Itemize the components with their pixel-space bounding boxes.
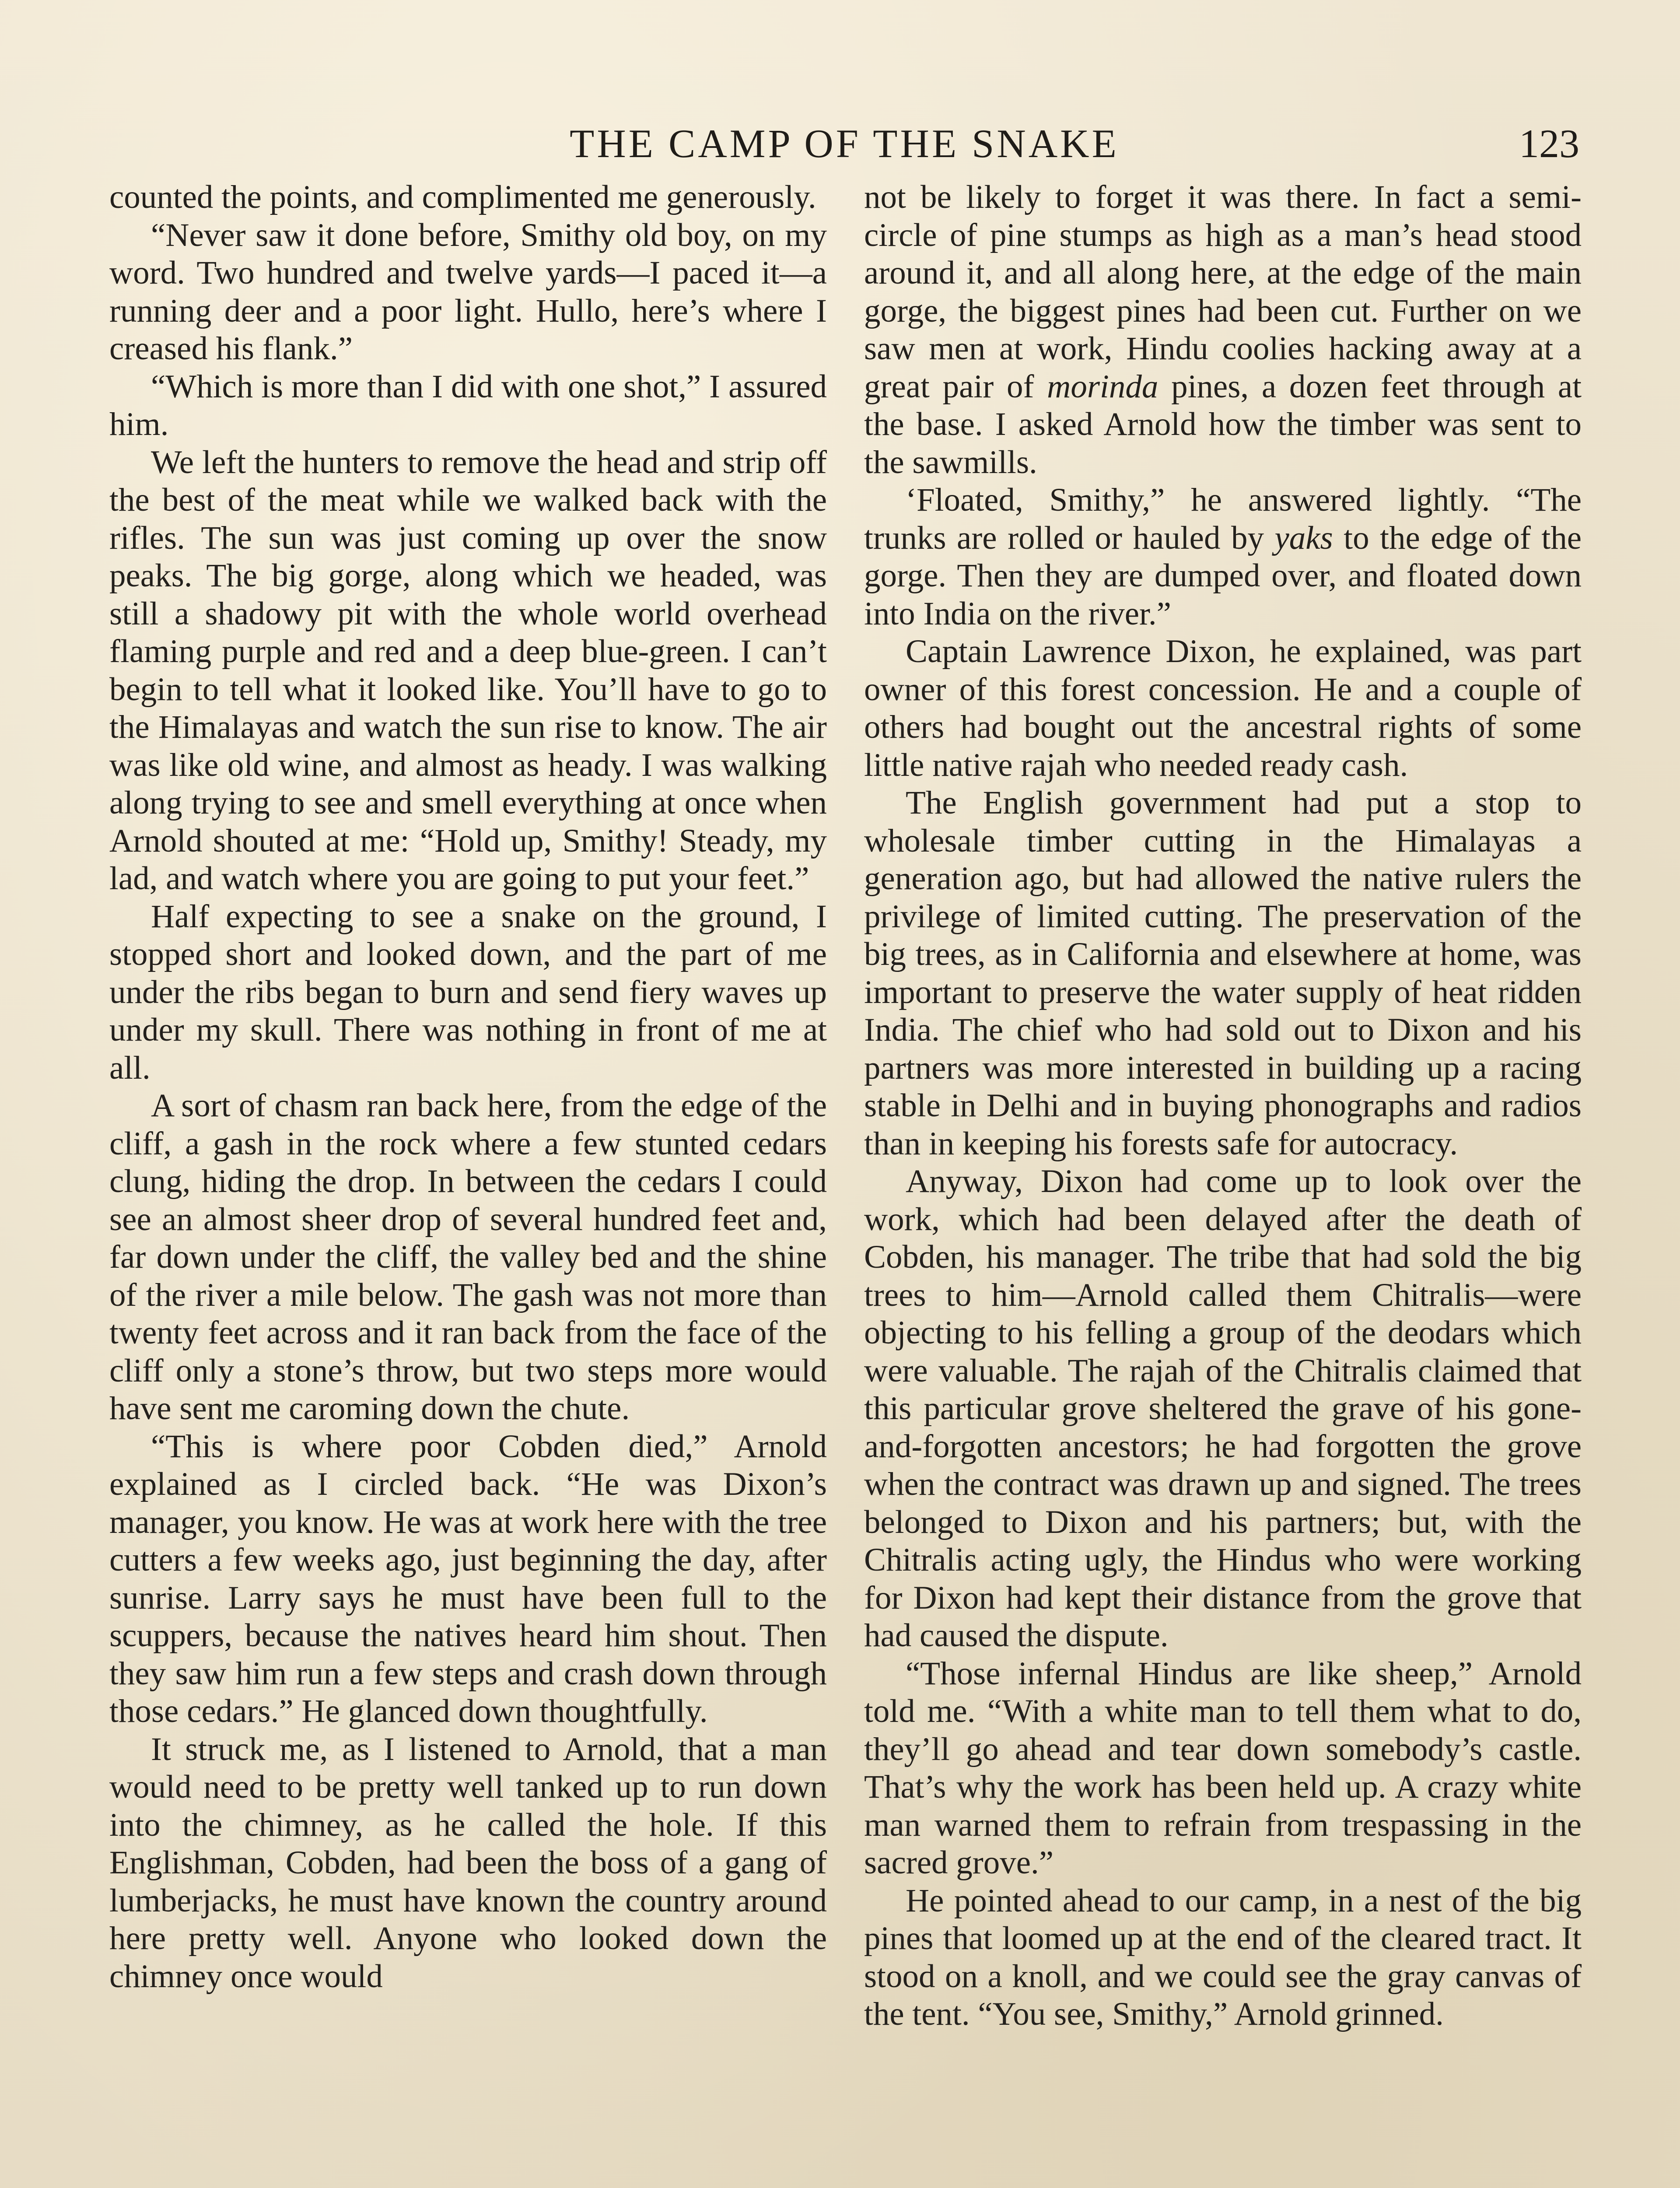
running-title: THE CAMP OF THE SNAKE [570,121,1119,166]
text-run: not be likely to forget it was there. In fact a semi-circle of pine stumps as high as a man’s head stood around it, and all along here, at the edge of the main gorge, the biggest pines had been cut. Further on we saw men at work, Hindu coolies hacking away at a great pair of [864,179,1582,405]
paragraph [864,481,1582,633]
page-number: 123 [1519,121,1579,166]
paragraph: A sort of chasm ran back here, from the edge of the cliff, a gash in the rock where a few stunted cedars clung, hiding the drop. In between the cedars I could see an almost sheer drop of several hundred feet and, far down under the cliff, the valley bed and the shine of the river a mile below. The gash was not more than twenty feet across and it ran back from the face of the cliff only a stone’s throw, but two steps more would have sent me caroming down the chute. [109,1087,827,1427]
paragraph: The English government had put a stop to wholesale timber cutting in the Himalayas a generation ago, but had allowed the native rulers the privilege of limited cutting. The preservation of the big trees, as in California and elsewhere at home, was important to preserve the water supply of heat ridden India. The chief who had sold out to Dixon and his partners was more interested in building up a racing stable in Delhi and in buying phonographs and radios than in keeping his forests safe for autocracy. [864,785,1582,1162]
paragraph [864,179,1582,481]
right-column [864,179,1582,2034]
paragraph: He pointed ahead to our camp, in a nest of the big pines that loomed up at the end of the cleared tract. It stood on a knoll, and we could see the gray canvas of the tent. “You see, Smithy,” Arnold grinned. [864,1882,1582,2032]
text-run: ‘Floated, Smithy,” he answered lightly. “The trunks are rolled or hauled by [864,482,1582,556]
left-column [109,179,827,1995]
paragraph: “This is where poor Cobden died,” Arnold explained as I circled back. “He was Dixon’s manager, you know. He was at work here with the tree cutters a few weeks ago, just beginning the day, after sunrise. Larry says he must have been full to the scuppers, because the natives heard him shout. Then they saw him run a few steps and crash down through those cedars.” He glanced down thoughtfully. [109,1428,827,1729]
paragraph: It struck me, as I listened to Arnold, that a man would need to be pretty well tanked up to run down into the chimney, as he called the hole. If this Englishman, Cobden, had been the boss of a gang of lumberjacks, he must have known the country around here pretty well. Anyone who looked down the chimney once would [109,1731,827,1995]
paragraph: Captain Lawrence Dixon, he explained, was part owner of this forest concession. He and a couple of others had bought out the ancestral rights of some little native rajah who needed ready cash. [864,633,1582,783]
paragraph: Anyway, Dixon had come up to look over the work, which had been delayed after the death of Cobden, his manager. The tribe that had sold the big trees to him—Arnold called them Chitralis—were objecting to his felling a group of the deodars which were valuable. The rajah of the Chitralis claimed that this particular grove sheltered the grave of his gone-and-forgotten ancestors; he had forgotten the grove when the contract was drawn up and signed. The trees belonged to Dixon and his partners; but, with the Chitralis acting ugly, the Hindus who were working for Dixon had kept their distance from the grove that had caused the dispute. [864,1163,1582,1654]
page-header [109,117,1579,170]
paragraph: Half expecting to see a snake on the ground, I stopped short and looked down, and the part of me under the ribs began to burn and send fiery waves up under my skull. There was nothing in front of me at all. [109,898,827,1086]
italic-term: yaks [1274,519,1333,556]
paragraph: We left the hunters to remove the head and strip off the best of the meat while we walked back with the rifles. The sun was just coming up over the snow peaks. The big gorge, along which we headed, was still a shadowy pit with the whole world overhead flaming purple and red and a deep blue-green. I can’t begin to tell what it looked like. You’ll have to go to the Himalayas and watch the sun rise to know. The air was like old wine, and almost as heady. I was walking along trying to see and smell everything at once when Arnold shouted at me: “Hold up, Smithy! Steady, my lad, and watch where you are going to put your feet.” [109,444,827,897]
paragraph: “Never saw it done before, Smithy old boy, on my word. Two hundred and twelve yards—I paced it—a running deer and a poor light. Hullo, here’s where I creased his flank.” [109,217,827,367]
text-run: pines, a dozen feet through at the base. I asked Arnold how the timber was sent to the sawmills. [864,368,1582,480]
paragraph: “Which is more than I did with one shot,” I assured him. [109,368,827,442]
italic-term: morinda [1047,368,1158,405]
paragraph: counted the points, and complimented me generously. [109,179,816,215]
paragraph: “Those infernal Hindus are like sheep,” Arnold told me. “With a white man to tell them what to do, they’ll go ahead and tear down somebody’s castle. That’s why the work has been held up. A crazy white man warned them to refrain from trespassing in the sacred grove.” [864,1655,1582,1881]
text-run: to the edge of the gorge. Then they are dumped over, and floated down into India on the river.” [864,519,1582,632]
